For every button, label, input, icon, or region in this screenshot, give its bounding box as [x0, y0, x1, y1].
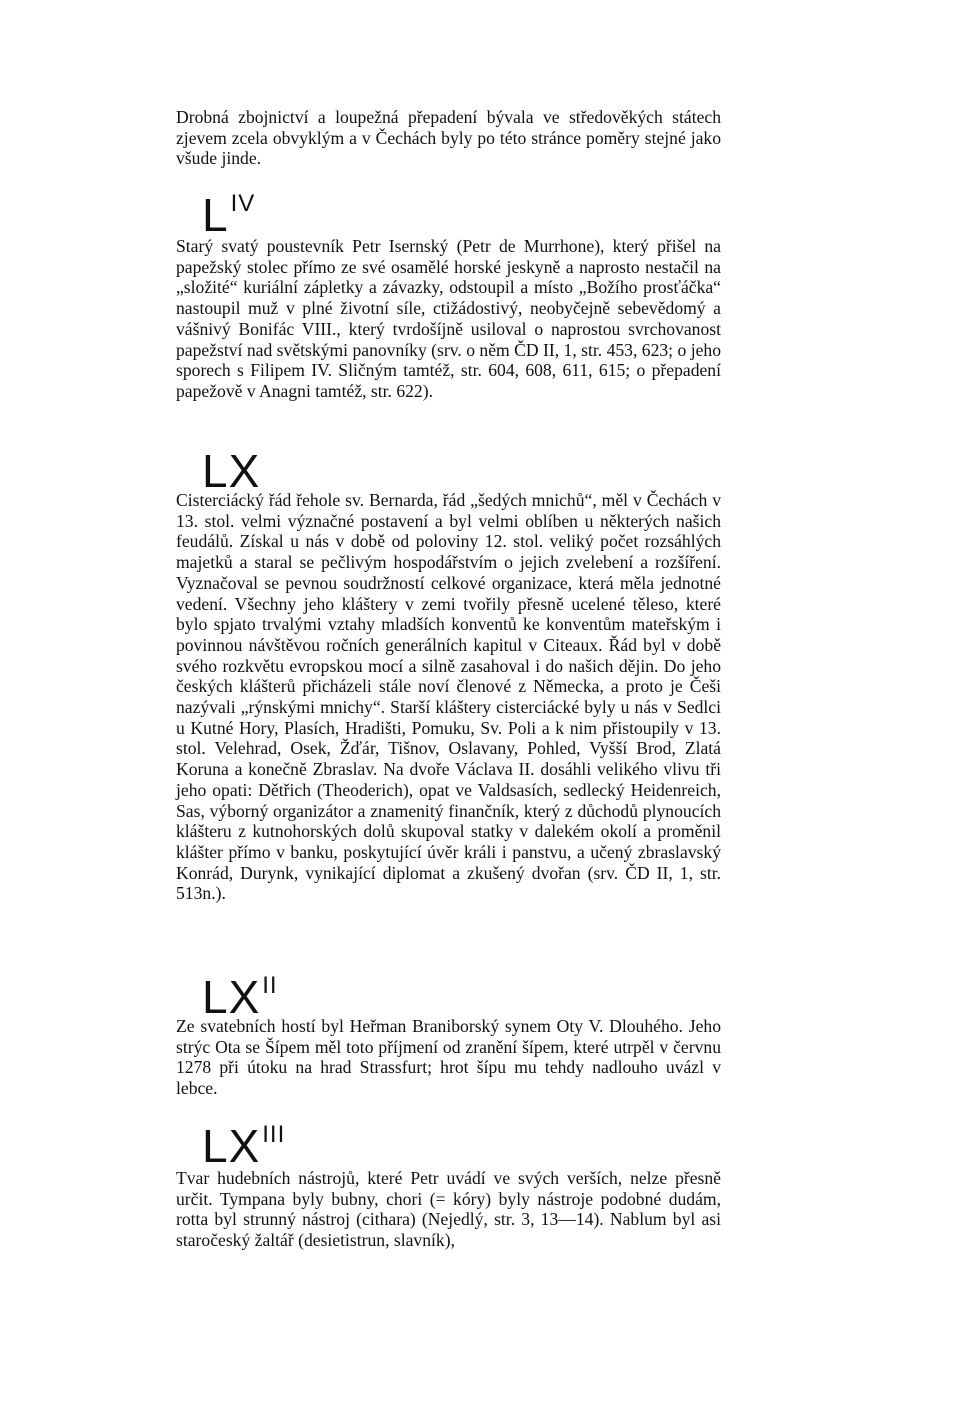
section-paragraph-lx: Cisterciácký řád řehole sv. Bernarda, řád „šedých mnichů“, měl v Čechách v 13. stol. velmi význačné postavení a byl velmi oblíben u některých našich feudálů. Získal u nás v době od poloviny 12. stol. veliký počet rozsáhlých majetků a staral se pečlivým hospodářstvím o jejich zvelebení a rozšíření. Vyznačoval se pevnou soudržností celkové organizace, která měla jednotné vedení. Všechny jeho kláštery v zemi tvořily přesně ucelené těleso, které bylo spjato trvalými vztahy mladších konventů ke konventům mateřským i povinnou návštěvou ročních generálních kapitul v Citeaux. Řád byl v době svého rozkvětu evropskou mocí a silně zasahoval i do našich dějin. Do jeho českých klášterů přicházeli stále noví členové z Německa, a proto je Češi nazývali „rýnskými mnichy“. Starší kláštery cisterciácké byly u nás v Sedlci u Kutné Hory, Plasích, Hradišti, Pomuku, Sv. Poli a k nim přistoupily v 13. stol. Velehrad, Osek, Žďár, Tišnov, Oslavany, Pohled, Vyšší Brod, Zlatá Koruna a konečně Zbraslav. Na dvoře Václava II. dosáhli velikého vlivu tři jeho opati: Dětřich (Theoderich), opat ve Valdsasích, sedlecký Heidenreich, Sas, výborný organizátor a znamenitý finančník, který z důchodů plynoucích klášteru z kutnohorských dolů skupoval statky v dalekém okolí a proměnil klášter přímo v banku, poskytující úvěr králi i panstvu, a učený zbraslavský Konrád, Durynk, vynikající diplomat a zkušený dvořan (srv. ČD II, 1, str. 513n.). — [176, 490, 721, 904]
section-numeral-superscript: III — [262, 1121, 286, 1148]
section-numeral-superscript: IV — [230, 190, 256, 217]
section-numeral-superscript: II — [262, 972, 278, 999]
section-numeral: LX — [202, 971, 261, 1023]
section-numeral: LX — [202, 1120, 261, 1172]
section-heading-lx — [202, 445, 262, 497]
section-paragraph-liv: Starý svatý poustevník Petr Isernský (Petr de Murrhone), který přišel na papežský stolec přímo ze své osamělé horské jeskyně a naprosto nestačil na „složité“ kuriální zápletky a závazky, odstoupil a místo „Božího prosťáčka“ nastoupil muž v plné životní síle, ctižádostivý, neobyčejně sebevědomý a vášnivý Bonifác VIII., který tvrdošíjně usiloval o naprostou svrchovanost papežství nad světskými panovníky (srv. o něm ČD II, 1, str. 453, 623; o jeho sporech s Filipem IV. Sličným tamtéž, str. 604, 608, 611, 615; o přepadení papežově v Anagni tamtéž, str. 622). — [176, 236, 721, 401]
section-heading-liv — [202, 189, 256, 241]
section-numeral: LX — [202, 445, 261, 497]
section-heading-lxiii — [202, 1120, 286, 1172]
section-heading-lxii — [202, 971, 278, 1023]
intro-paragraph: Drobná zbojnictví a loupežná přepadení bývala ve středověkých státech zjevem zcela obvyklým a v Čechách byly po této stránce poměry stejné jako všude jinde. — [176, 107, 721, 169]
section-paragraph-lxii: Ze svatebních hostí byl Heřman Braniborský synem Oty V. Dlouhého. Jeho strýc Ota se Šípem měl toto příjmení od zranění šípem, které utrpěl v červnu 1278 při útoku na hrad Strassfurt; hrot šípu mu tehdy nadlouho uvázl v lebce. — [176, 1016, 721, 1099]
section-paragraph-lxiii: Tvar hudebních nástrojů, které Petr uvádí ve svých verších, nelze přesně určit. Tympana byly bubny, chori (= kóry) byly nástroje podobné dudám, rotta byl strunný nástroj (cithara) (Nejedlý, str. 3, 13—14). Nablum byl asi staročeský žaltář (desietistrun, slavník), — [176, 1168, 721, 1251]
section-numeral: L — [202, 189, 229, 241]
